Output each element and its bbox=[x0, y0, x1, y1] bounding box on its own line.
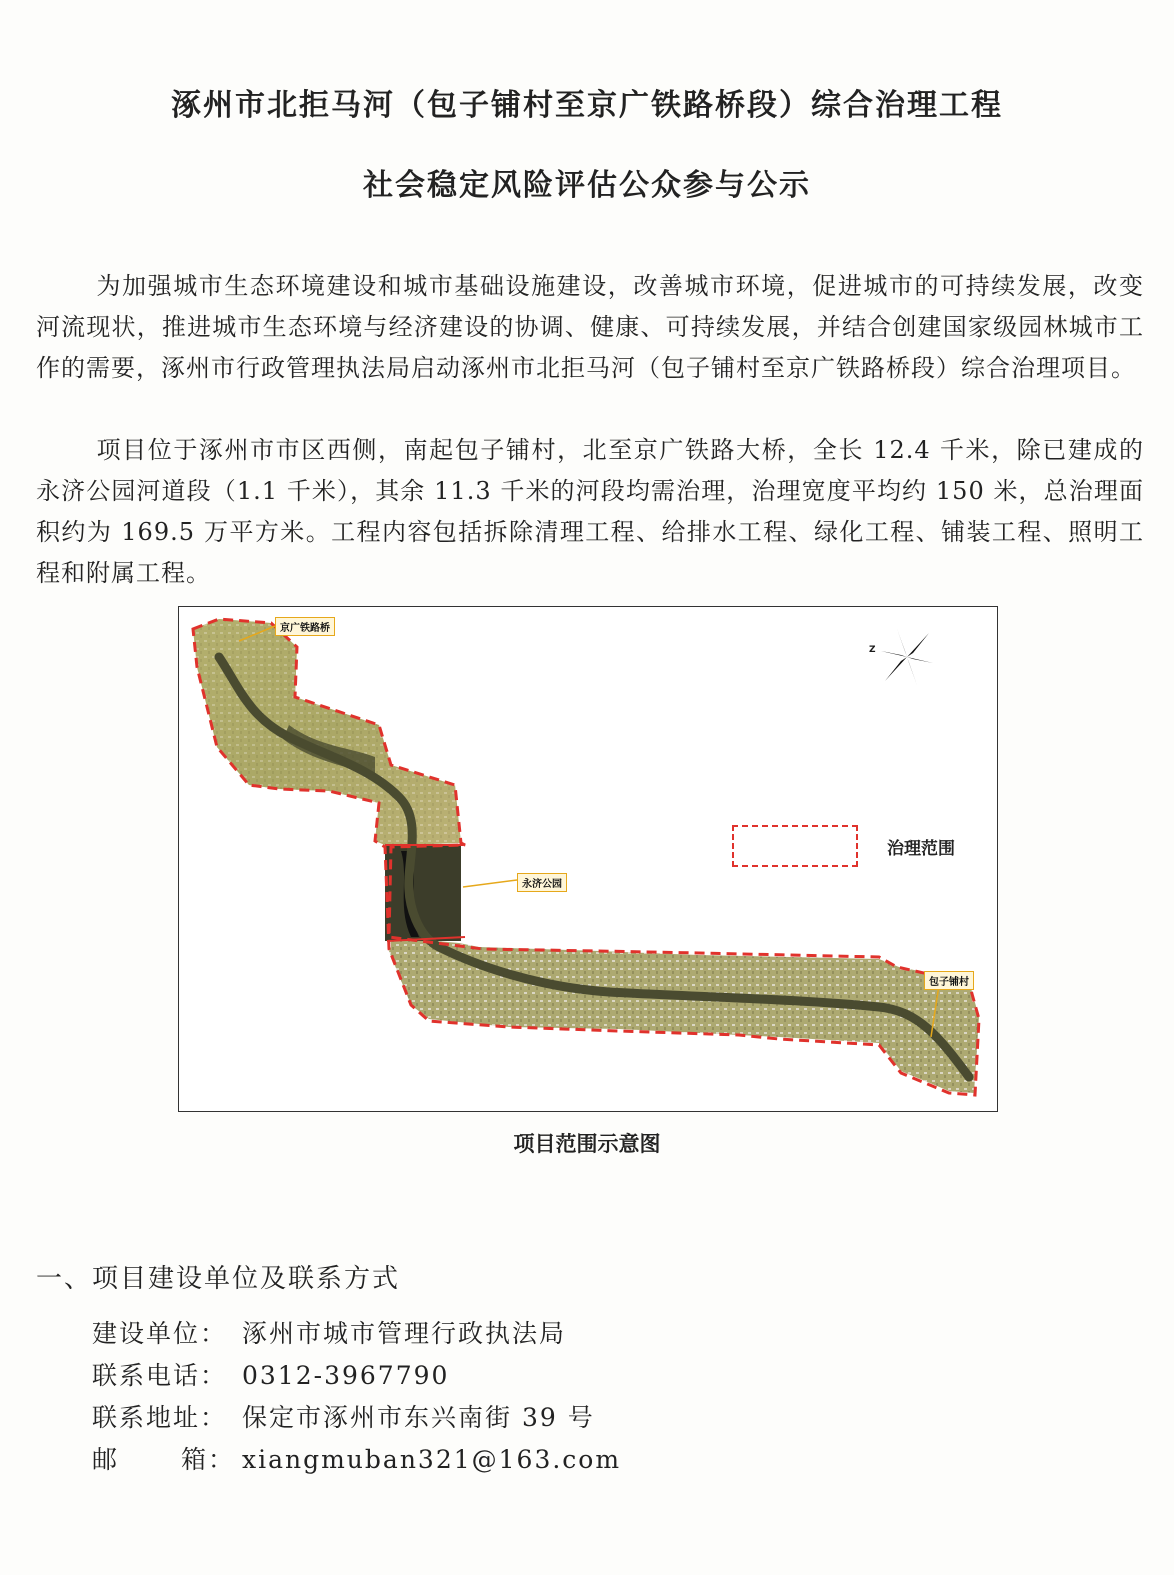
project-map bbox=[178, 606, 998, 1112]
page-subtitle: 社会稳定风险评估公众参与公示 bbox=[363, 168, 811, 203]
email-label-b: 箱： bbox=[181, 1445, 236, 1474]
legend-swatch bbox=[732, 825, 858, 867]
email-value: xiangmuban321@163.com bbox=[242, 1445, 622, 1474]
label-railway-bridge: 京广铁路桥 bbox=[275, 617, 335, 636]
map-drawing bbox=[179, 607, 997, 1111]
contact-address-row bbox=[92, 1398, 595, 1434]
phone-value: 0312-3967790 bbox=[242, 1361, 450, 1390]
page-title: 涿州市北拒马河（包子铺村至京广铁路桥段）综合治理工程 bbox=[171, 88, 1003, 123]
email-label bbox=[92, 1440, 242, 1476]
email-label-a: 邮 bbox=[92, 1445, 120, 1474]
terrain-area bbox=[193, 619, 979, 1093]
section-heading: 一、项目建设单位及联系方式 bbox=[36, 1264, 401, 1294]
address-label: 联系地址： bbox=[92, 1403, 228, 1432]
address-value: 保定市涿州市东兴南街 39 号 bbox=[242, 1403, 595, 1432]
contact-unit-row bbox=[92, 1314, 566, 1350]
location-text: 项目位于涿州市市区西侧，南起包子铺村，北至京广铁路大桥，全长 12.4 千米，除已建成的永济公园河道段（1.1 千米），其余 11.3 千米的河段均需治理，治理宽度平均约 150 米，总治理面积约为 169.5 万平方米。工程内容包括拆除清理工程、给排水工程、绿化工程、铺装工程、照明工程和附属工程。 bbox=[36, 436, 1144, 587]
intro-paragraph bbox=[36, 266, 1144, 389]
legend-label: 治理范围 bbox=[887, 839, 955, 859]
contact-phone-row bbox=[92, 1356, 449, 1392]
contact-email-row bbox=[92, 1440, 621, 1476]
label-baozipu-village: 包子铺村 bbox=[924, 971, 974, 990]
location-paragraph bbox=[36, 430, 1144, 594]
unit-label: 建设单位： bbox=[92, 1319, 228, 1348]
phone-label: 联系电话： bbox=[92, 1361, 228, 1390]
compass-letter: Z bbox=[869, 645, 876, 655]
unit-value: 涿州市城市管理行政执法局 bbox=[242, 1319, 567, 1348]
compass-icon bbox=[881, 629, 933, 685]
map-caption: 项目范围示意图 bbox=[513, 1132, 661, 1156]
intro-text: 为加强城市生态环境建设和城市基础设施建设，改善城市环境，促进城市的可持续发展，改变河流现状，推进城市生态环境与经济建设的协调、健康、可持续发展，并结合创建国家级园林城市工作的需要，涿州市行政管理执法局启动涿州市北拒马河（包子铺村至京广铁路桥段）综合治理项目。 bbox=[36, 272, 1144, 382]
label-yongji-park: 永济公园 bbox=[517, 873, 567, 892]
